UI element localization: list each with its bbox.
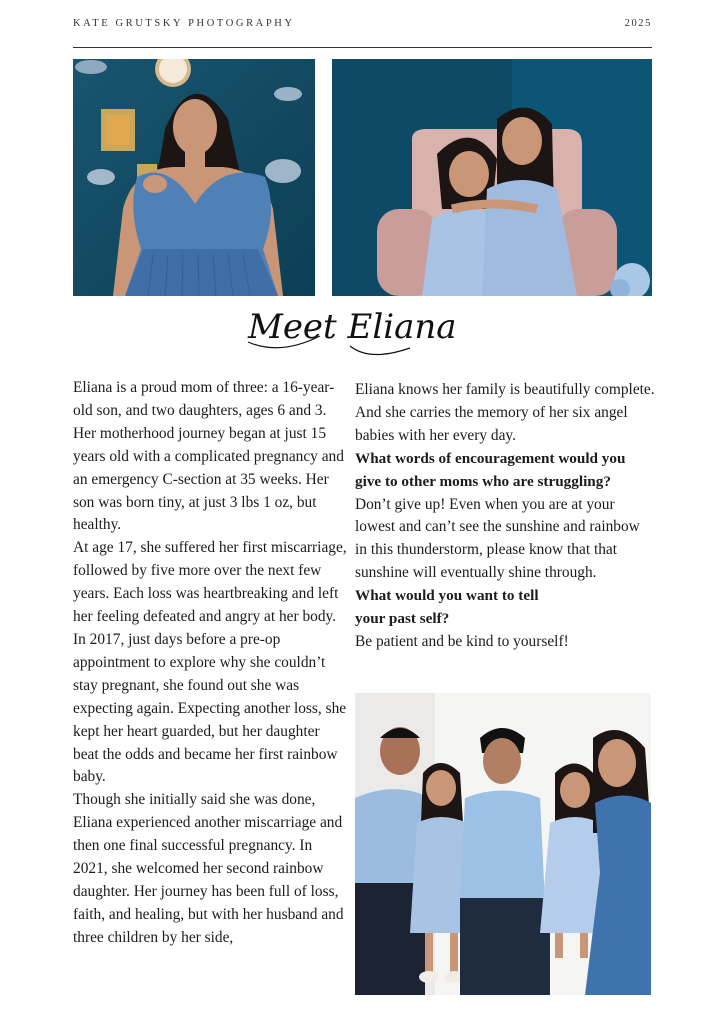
answer-past-self: Be patient and be kind to yourself! [355, 632, 569, 650]
year-label: 2025 [624, 18, 652, 29]
story-paragraph-3: Though she initially said she was done, Eliana experienced another miscarriage and then one final successful pregnancy. In 2021, she welcomed her second rainbow daughter. Her journey has been full of loss, faith, and healing, but with her husband and three children by her side, [73, 791, 344, 946]
mom-portrait-photo [73, 59, 315, 296]
page-title [240, 296, 490, 362]
brand-name: KATE GRUTSKY PHOTOGRAPHY [73, 18, 295, 29]
daughters-photo [332, 59, 652, 296]
story-right-column [355, 379, 655, 654]
story-paragraph-1: Eliana is a proud mom of three: a 16-year-old son, and two daughters, ages 6 and 3. Her motherhood journey began at just 15 years old with a complicated pregnancy and an emergency C-section at 35 weeks. Her son was born tiny, at just 3 lbs 1 oz, but healthy. [73, 379, 344, 534]
question-encouragement: What words of encouragement would you give to other moms who are struggling? [355, 449, 626, 490]
story-left-column [73, 377, 348, 950]
question-past-self-line-2: your past self? [355, 610, 450, 628]
title-text: Meet Eliana [248, 307, 457, 347]
family-photo [355, 693, 651, 995]
story-paragraph-2: At age 17, she suffered her first miscarriage, followed by five more over the next few years. Each loss was heartbreaking and left her feeling defeated and angry at her body. In 2017, just days before a pre-op appointment to explore why she couldn’t stay pregnant, she found out she was expecting again. Expecting another loss, she kept her heart guarded, but her daughter beat the odds and became her first rainbow baby. [73, 539, 347, 786]
question-past-self-line-1: What would you want to tell [355, 587, 539, 605]
answer-encouragement: Don’t give up! Even when you are at your lowest and can’t see the sunshine and rainbow in this thunderstorm, please know that that sunshine will eventually shine through. [355, 495, 640, 582]
header-divider [73, 47, 652, 48]
story-continuation: Eliana knows her family is beautifully complete. And she carries the memory of her six angel babies with her every day. [355, 381, 655, 444]
